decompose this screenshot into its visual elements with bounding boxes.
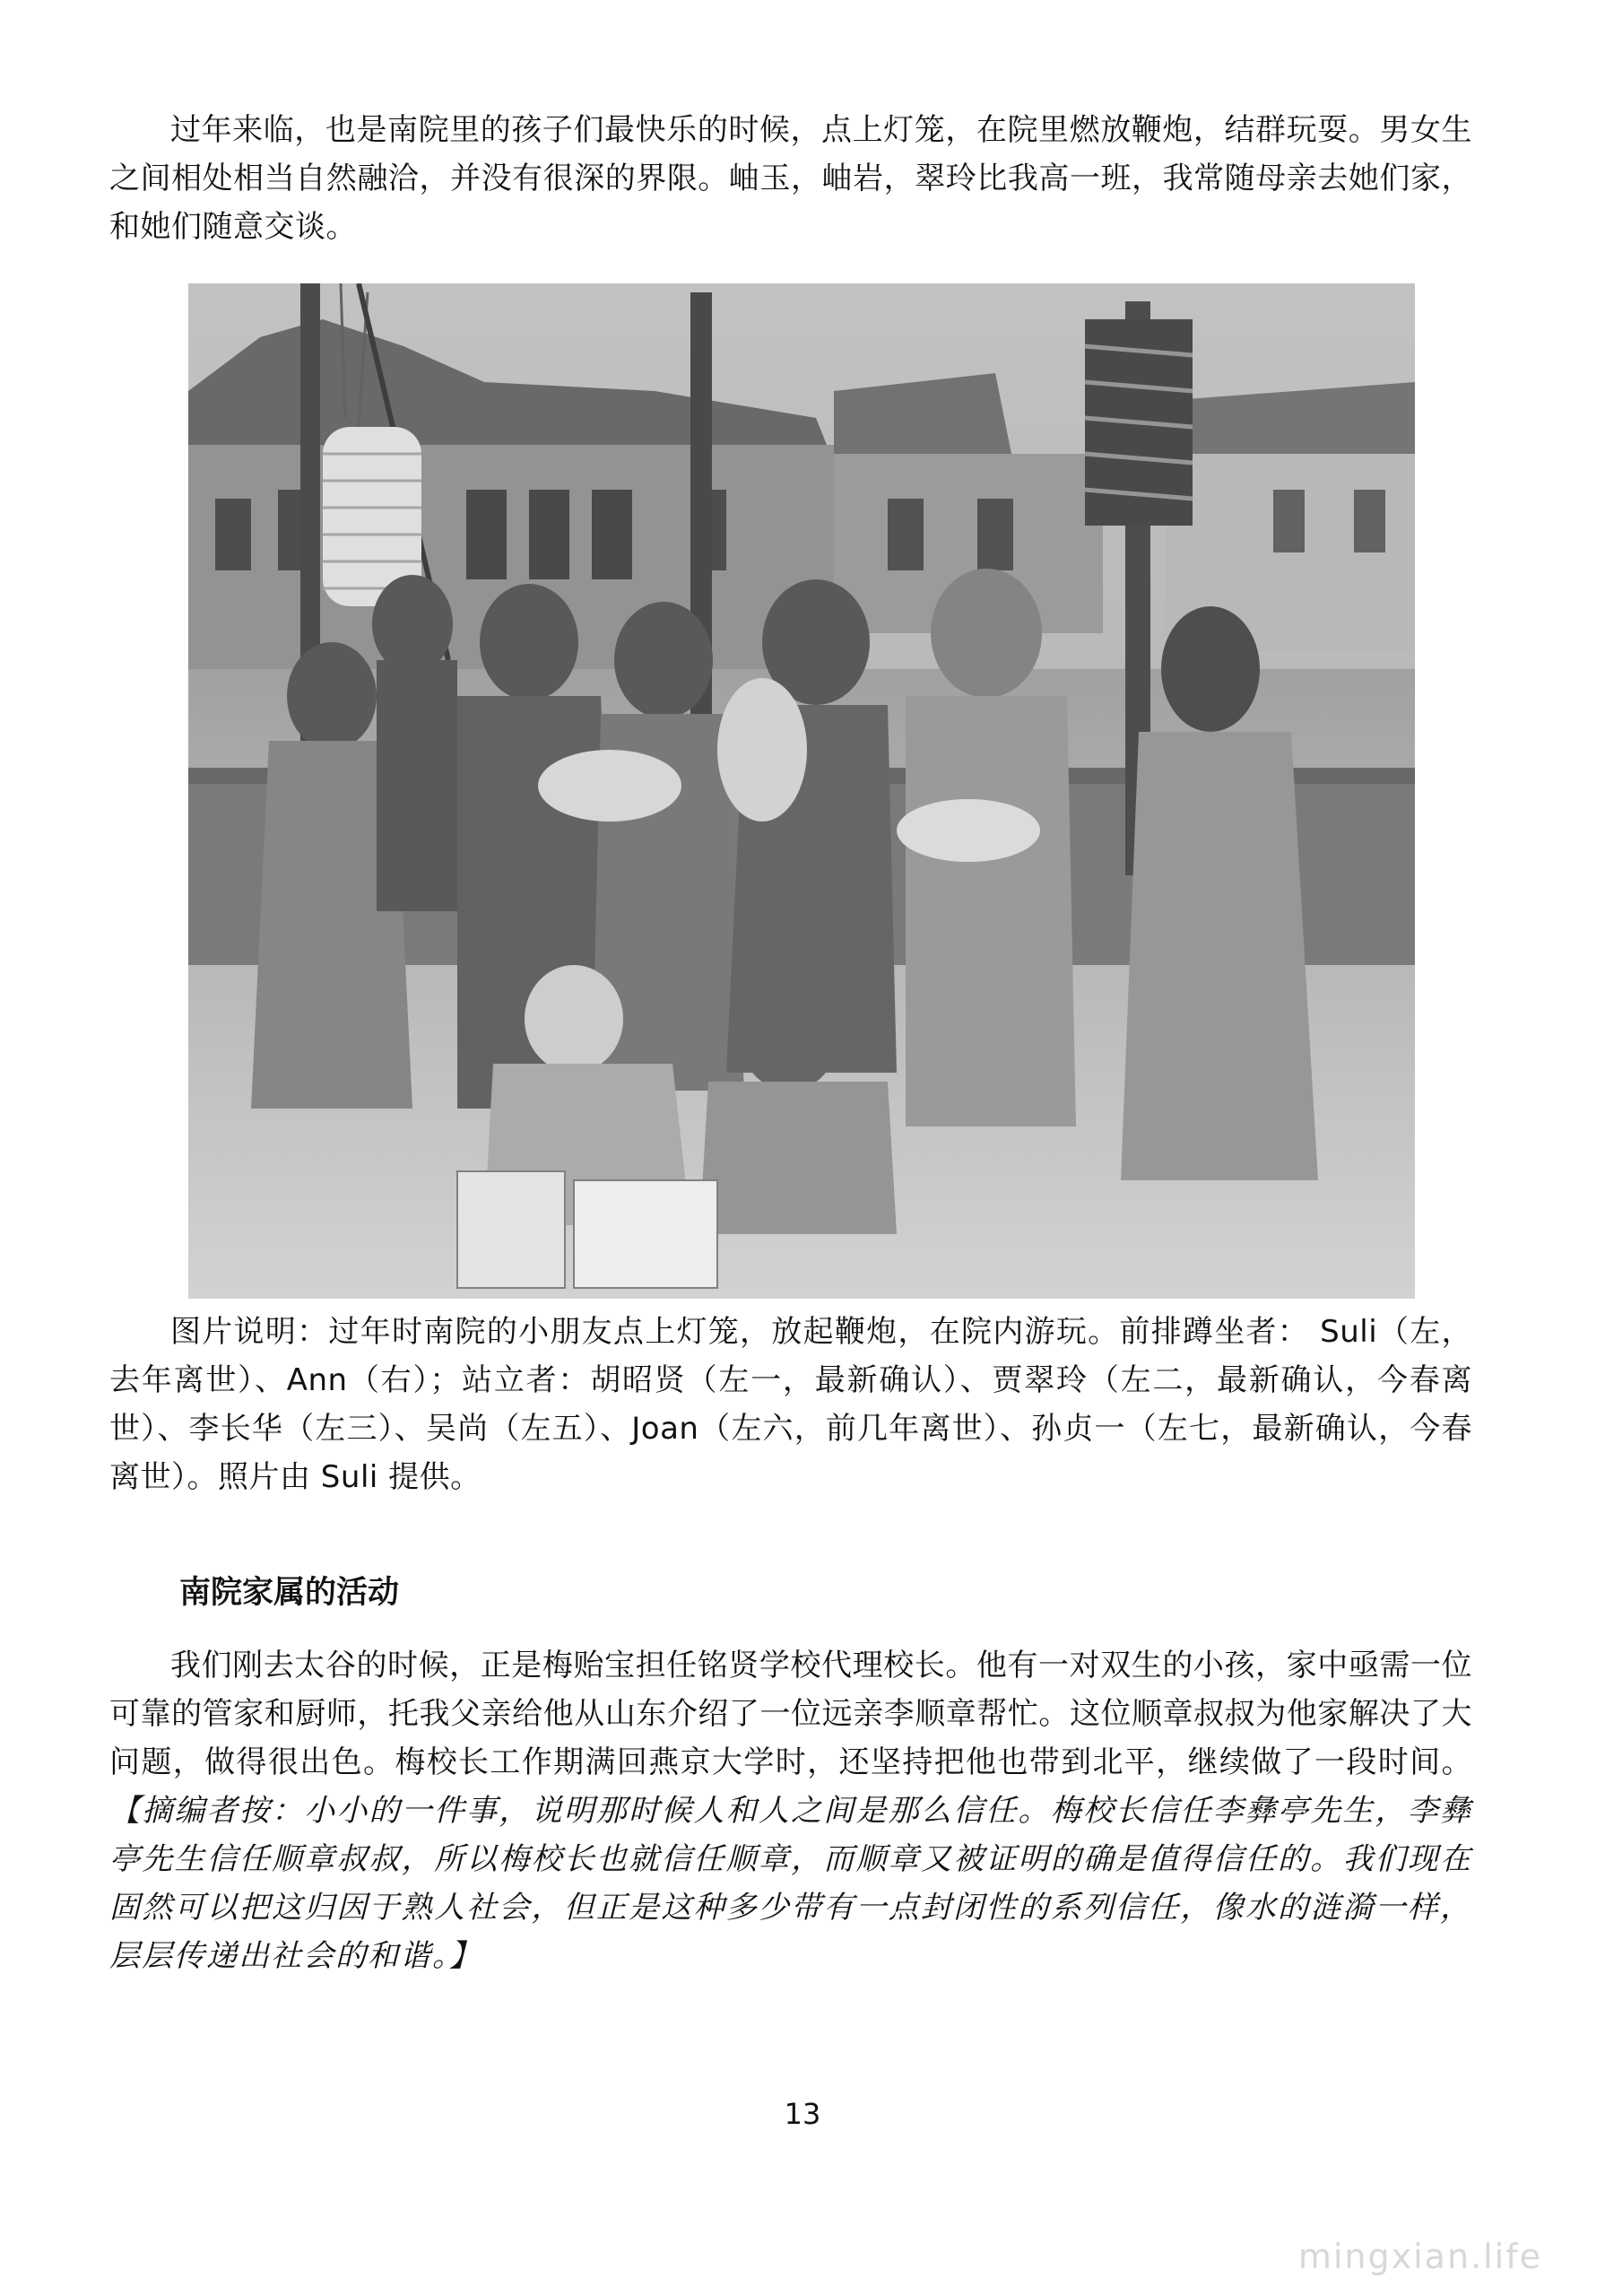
activities-paragraph xyxy=(109,1641,1472,1980)
photo-caption: 图片说明：过年时南院的小朋友点上灯笼，放起鞭炮，在院内游玩。前排蹲坐者： Suli（左，去年离世）、Ann（右）；站立者：胡昭贤（左一，最新确认）、贾翠玲（左二，最新确认，今春离世）、李长华（左三）、吴尚（左五）、Joan（左六，前几年离世）、孙贞一（左七，最新确认，今春离世）。照片由 Suli 提供。 xyxy=(109,1314,1472,1495)
photo-illustration xyxy=(188,283,1415,1299)
editor-note: 【摘编者按：小小的一件事，说明那时候人和人之间是那么信任。梅校长信任李彝亭先生，李彝亭先生信任顺章叔叔，所以梅校长也就信任顺章，而顺章又被证明的确是值得信任的。我们现在固然可以把这归因于熟人社会，但正是这种多少带有一点封闭性的系列信任，像水的涟漪一样，层层传递出社会的和谐。】 xyxy=(109,1793,1472,1974)
watermark: mingxian.life xyxy=(1297,2237,1542,2276)
intro-paragraph: 过年来临，也是南院里的孩子们最快乐的时候，点上灯笼，在院里燃放鞭炮，结群玩耍。男女生之间相处相当自然融洽，并没有很深的界限。岫玉，岫岩，翠玲比我高一班，我常随母亲去她们家，和她们随意交谈。 xyxy=(109,112,1472,245)
page-number: 13 xyxy=(784,2097,821,2131)
historical-photo-children-with-lanterns xyxy=(188,283,1415,1299)
activities-main-text: 我们刚去太谷的时候，正是梅贻宝担任铭贤学校代理校长。他有一对双生的小孩，家中亟需一位可靠的管家和厨师，托我父亲给他从山东介绍了一位远亲李顺章帮忙。这位顺章叔叔为他家解决了大问题，做得很出色。梅校长工作期满回燕京大学时，还坚持把他也带到北平，继续做了一段时间。 xyxy=(109,1648,1472,1780)
section-heading: 南院家属的活动 xyxy=(179,1575,400,1611)
